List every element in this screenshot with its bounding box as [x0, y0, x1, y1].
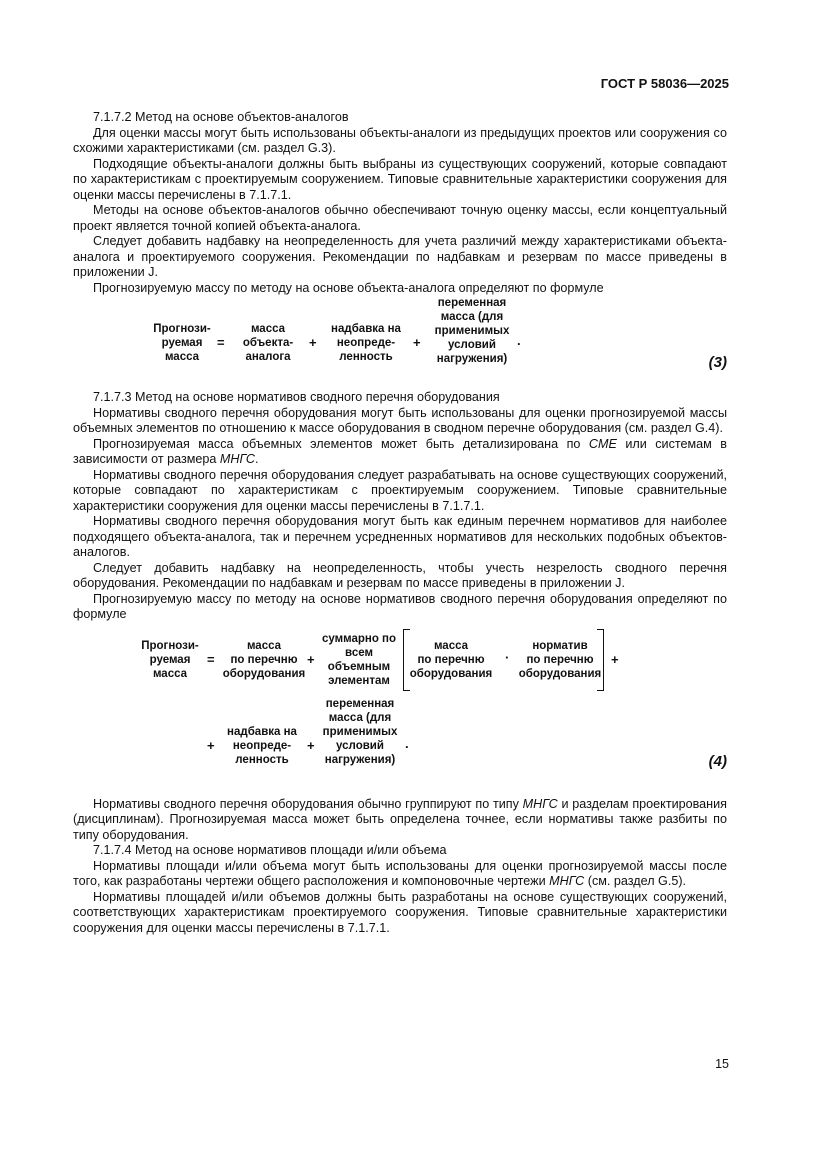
formula-plus: +	[207, 737, 215, 753]
formula-plus: +	[307, 651, 315, 667]
formula-plus: +	[307, 737, 315, 753]
formula-term-equipment-norm: норматив по перечню оборудования	[518, 639, 602, 680]
formula-term-equipment-mass: масса по перечню оборудования	[222, 639, 306, 680]
formula-dot: .	[517, 333, 521, 348]
formula-number-3: (3)	[708, 354, 727, 371]
formula-bracket-right	[597, 629, 604, 691]
formula-term-uncertainty: надбавка на неопреде- ленность	[331, 323, 401, 363]
paragraph: Прогнозируемую массу по методу на основе нормативов сводного перечня оборудования определяют по формуле	[73, 591, 727, 621]
formula-term-analog-mass: масса объекта- аналога	[242, 323, 294, 363]
formula-equals: =	[207, 651, 215, 667]
formula-term-sum-over-elements: суммарно по всем объемным элементам	[321, 632, 397, 687]
section-heading-7174: 7.1.7.4 Метод на основе нормативов площади и/или объема	[93, 843, 447, 857]
formula-number-4: (4)	[708, 752, 727, 770]
paragraph: Нормативы сводного перечня оборудования могут быть как единым перечнем нормативов для наиболее подходящего объекта-аналога, так и перечнем усредненных нормативов для нескольких подобных объектов-аналогов.	[73, 514, 727, 559]
paragraph: Прогнозируемая масса объемных элементов может быть детализирована по CME или системам в зависимости от размера МНГС.	[73, 436, 727, 466]
formula-term-predicted-mass: Прогнози- руемая масса	[153, 323, 211, 363]
formula-4	[73, 629, 727, 797]
formula-term-variable-mass: переменная масса (для применимых условий нагружения)	[434, 297, 510, 365]
paragraph: Для оценки массы могут быть использованы объекты-аналоги из предыдущих проектов или сооружения со схожими характеристиками (см. раздел G.3).	[73, 125, 727, 155]
page-body	[73, 110, 727, 936]
formula-multiply: ·	[505, 649, 510, 665]
formula-plus: +	[611, 651, 619, 667]
section-heading-7172: 7.1.7.2 Метод на основе объектов-аналогов	[93, 110, 349, 124]
paragraph: Нормативы сводного перечня оборудования обычно группируют по типу МНГС и разделам проектирования (дисциплинам). Прогнозируемая масса может быть определена точнее, если нормативы также разбиты по типу оборудования.	[73, 796, 727, 842]
formula-plus: +	[309, 335, 317, 350]
formula-term-variable-mass: переменная масса (для применимых условий нагружения)	[322, 697, 398, 766]
formula-equals: =	[217, 335, 225, 350]
page-number: 15	[715, 1057, 729, 1071]
formula-term-uncertainty: надбавка на неопреде- ленность	[227, 725, 297, 766]
formula-3	[73, 297, 727, 390]
paragraph: Нормативы площади и/или объема могут быть использованы для оценки прогнозируемой массы после того, как разработаны чертежи общего расположения и компоновочные чертежи МНГС (см. раздел G.5).	[73, 858, 727, 888]
paragraph: Нормативы сводного перечня оборудования могут быть использованы для оценки прогнозируемой массы объемных элементов по отношению к массе оборудования в сводном перечне оборудования (см. раздел G.4).	[73, 405, 727, 435]
formula-term-predicted-mass: Прогнози- руемая масса	[141, 639, 199, 680]
section-heading-7173: 7.1.7.3 Метод на основе нормативов сводного перечня оборудования	[93, 390, 500, 404]
paragraph: Методы на основе объектов-аналогов обычно обеспечивают точную оценку массы, если концептуальный проект является точной копией объекта-аналога.	[73, 203, 727, 233]
paragraph: Следует добавить надбавку на неопределенность для учета различий между характеристиками объекта-аналога и проектируемого сооружения. Рекомендации по надбавкам и резервам по массе приведены в приложении J.	[73, 234, 727, 279]
paragraph: Прогнозируемую массу по методу на основе объекта-аналога определяют по формуле	[93, 280, 604, 295]
formula-dot: .	[405, 735, 409, 751]
paragraph: Подходящие объекты-аналоги должны быть выбраны из существующих сооружений, которые совпадают по характеристикам с проектируемым сооружением. Типовые сравнительные характеристики сооружения для оценки массы перечислены в 7.1.7.1.	[73, 156, 727, 202]
formula-plus: +	[413, 335, 421, 350]
paragraph: Нормативы площадей и/или объемов должны быть разработаны на основе существующих сооружений, соответствующих характеристикам проектируемого сооружения. Типовые сравнительные характеристики сооружения для оценки массы перечислены в 7.1.7.1.	[73, 889, 727, 935]
formula-term-equipment-mass-inner: масса по перечню оборудования	[409, 639, 493, 680]
paragraph: Следует добавить надбавку на неопределенность, чтобы учесть незрелость сводного перечня оборудования. Рекомендации по надбавкам и резервам по массе приведены в приложении J.	[73, 560, 727, 590]
document-id: ГОСТ Р 58036—2025	[600, 76, 729, 91]
paragraph: Нормативы сводного перечня оборудования следует разрабатывать на основе существующих сооружений, которые совпадают по характеристикам с проектируемым сооружением. Типовые сравнительные характеристики сооружения для оценки массы перечислены в 7.1.7.1.	[73, 467, 727, 513]
